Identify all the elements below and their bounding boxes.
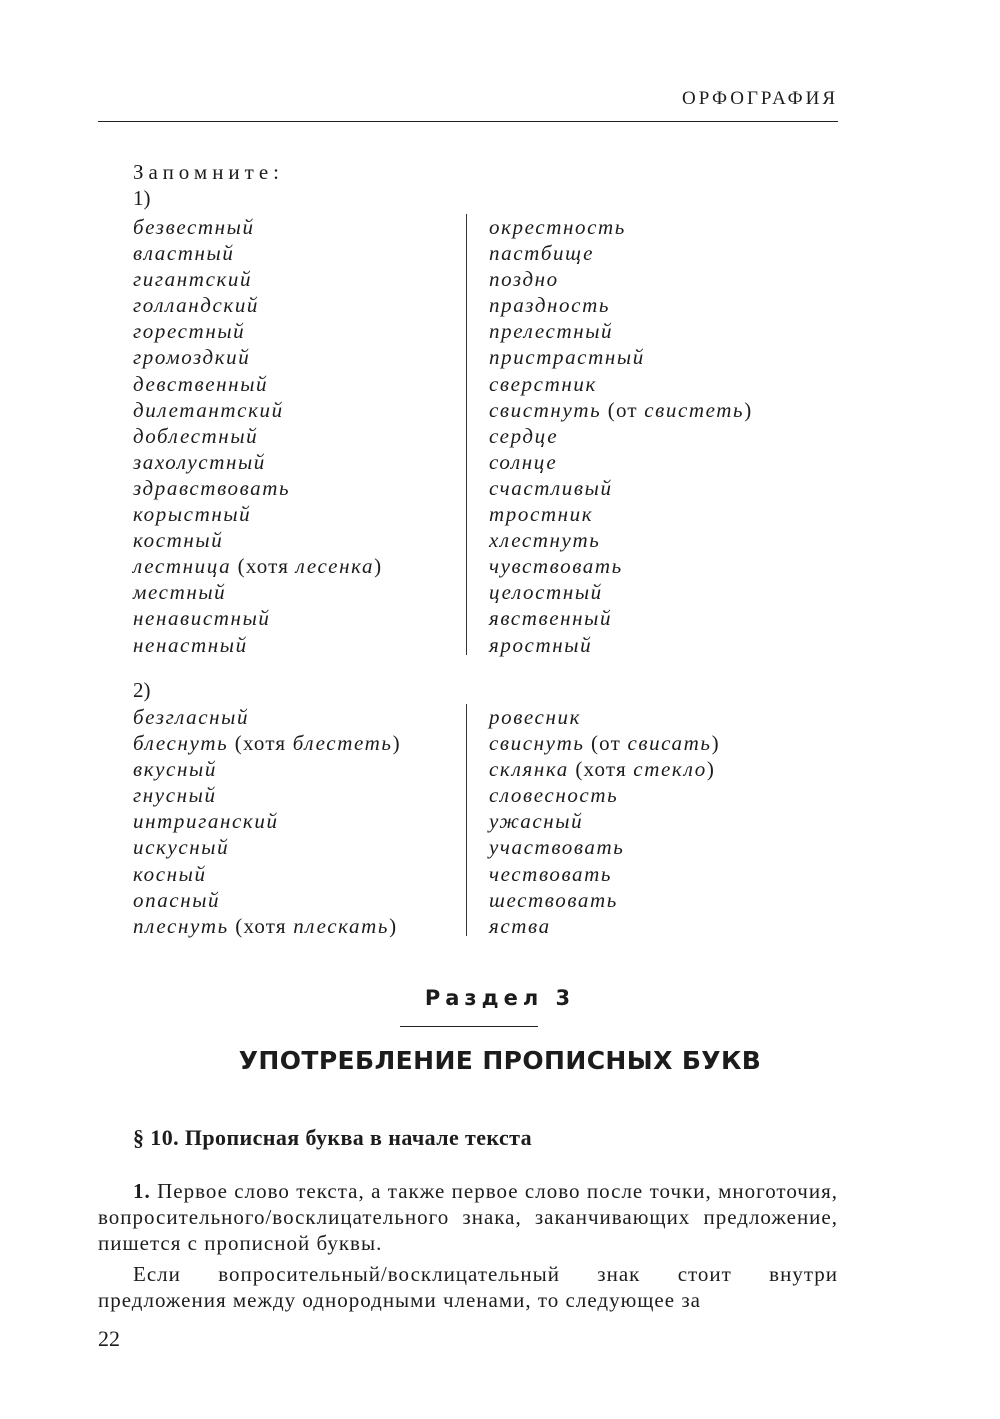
section-rule: [400, 1026, 538, 1027]
word-item: [133, 808, 401, 834]
word: здравствовать: [133, 475, 291, 500]
word: гигантский: [133, 267, 253, 292]
word: блеснуть: [133, 731, 229, 756]
word: интриганский: [133, 809, 279, 834]
word: склянка: [489, 757, 569, 782]
body-paragraph-1-text: Первое слово текста, а также первое слово после точки, многоточия, вопросительного/восклицательного знака, заканчивающих предложение, пишется с прописной буквы.: [98, 1179, 838, 1255]
word-reference: свисать: [627, 731, 712, 756]
word: местный: [133, 580, 227, 605]
word-list-1-left: [133, 214, 382, 658]
word-item: [489, 397, 752, 423]
word-item: [133, 704, 401, 730]
word-item: [133, 553, 382, 579]
word-item: [133, 266, 382, 292]
word: косный: [133, 861, 207, 886]
word-item: [489, 553, 752, 579]
word-item: [489, 501, 752, 527]
word: захолустный: [133, 449, 266, 474]
word: ровесник: [489, 705, 582, 729]
body-paragraph-1: [98, 1178, 838, 1256]
word: сверстник: [489, 371, 597, 396]
word-item: [489, 240, 752, 266]
word: властный: [133, 241, 235, 266]
word-item: [133, 605, 382, 631]
word-reference: блестеть: [292, 731, 393, 756]
word: пристрастный: [489, 345, 645, 370]
word-list-2-left: [133, 704, 401, 939]
word-item: [133, 913, 401, 939]
word: свиснуть: [489, 731, 585, 756]
word: горестный: [133, 319, 246, 344]
word-item: [489, 756, 720, 782]
word-item: [133, 371, 382, 397]
word-item: [133, 527, 382, 553]
word-item: [133, 579, 382, 605]
word-item: [489, 782, 720, 808]
word-item: [133, 730, 401, 756]
word-reference: лесенка: [295, 554, 375, 579]
word-item: [489, 475, 752, 501]
running-header: ОРФОГРАФИЯ: [682, 88, 838, 109]
word-item: [489, 318, 752, 344]
paragraph-heading: § 10. Прописная буква в начале текста: [133, 1125, 532, 1150]
word: счастливый: [489, 475, 613, 500]
word: праздность: [489, 293, 610, 318]
word-item: [489, 292, 752, 318]
word-item: [133, 214, 382, 240]
word-item: [133, 782, 401, 808]
word: девственный: [133, 371, 269, 396]
word-reference: стекло: [633, 757, 707, 782]
word-item: [489, 704, 720, 730]
word-item: [489, 913, 720, 939]
section-title: УПОТРЕБЛЕНИЕ ПРОПИСНЫХ БУКВ: [238, 1046, 762, 1075]
word: явственный: [489, 606, 613, 631]
word: яростный: [489, 632, 593, 657]
word-note-close: ): [744, 397, 753, 422]
word: дилетантский: [133, 397, 284, 422]
page-number: 22: [98, 1326, 120, 1351]
word-item: [133, 240, 382, 266]
word-note-open: (хотя: [228, 731, 293, 756]
word-item: [133, 423, 382, 449]
word-list-1-right: [489, 214, 752, 658]
word: словесность: [489, 783, 619, 808]
word-item: [133, 632, 382, 658]
word: прелестный: [489, 319, 614, 344]
word: целостный: [489, 580, 603, 605]
word-item: [133, 318, 382, 344]
remember-label: Запомните:: [133, 160, 285, 184]
word: доблестный: [133, 423, 259, 448]
word-item: [489, 808, 720, 834]
word: голландский: [133, 293, 260, 318]
word-note-close: ): [374, 554, 383, 579]
word: ужасный: [489, 809, 584, 834]
word-item: [489, 371, 752, 397]
word: пастбище: [489, 241, 595, 266]
word: безвестный: [133, 215, 255, 239]
word-item: [133, 475, 382, 501]
word-item: [133, 861, 401, 887]
section-label: Раздел 3: [424, 986, 576, 1010]
word-item: [489, 214, 752, 240]
word: яства: [489, 913, 551, 938]
word-item: [133, 834, 401, 860]
word-item: [133, 501, 382, 527]
word-reference: плескать: [293, 913, 390, 938]
list-number-1: 1): [133, 186, 151, 210]
word: шествовать: [489, 887, 618, 912]
word-item: [489, 887, 720, 913]
word-note-open: (хотя: [228, 913, 294, 938]
word: сердце: [489, 423, 559, 448]
list-number-2: 2): [133, 678, 151, 702]
word: поздно: [489, 267, 559, 292]
word-item: [489, 449, 752, 475]
word: лестница: [133, 554, 232, 579]
word: опасный: [133, 887, 221, 912]
word: корыстный: [133, 502, 252, 527]
word-item: [489, 344, 752, 370]
word-item: [489, 730, 720, 756]
word-item: [133, 449, 382, 475]
word-note-close: ): [711, 731, 720, 756]
word-item: [489, 423, 752, 449]
word: чувствовать: [489, 554, 623, 579]
word: ненастный: [133, 632, 248, 657]
word-item: [133, 344, 382, 370]
word: участвовать: [489, 835, 625, 860]
word: тростник: [489, 502, 594, 527]
word-item: [489, 861, 720, 887]
word-note-open: (от: [601, 397, 645, 422]
word: свистнуть: [489, 397, 602, 422]
word-note-close: ): [392, 731, 401, 756]
word-note-open: (хотя: [231, 554, 296, 579]
word-item: [133, 397, 382, 423]
word: безгласный: [133, 705, 250, 729]
word: гнусный: [133, 783, 217, 808]
word: окрестность: [489, 215, 626, 239]
word: плеснуть: [133, 913, 229, 938]
word: костный: [133, 528, 224, 553]
header-rule: [98, 121, 838, 122]
word: вкусный: [133, 757, 217, 782]
column-divider-2: [466, 704, 467, 936]
word: ненавистный: [133, 606, 271, 631]
word-item: [133, 887, 401, 913]
word: громоздкий: [133, 345, 251, 370]
word-item: [489, 579, 752, 605]
word: чествовать: [489, 861, 613, 886]
word-note-open: (от: [584, 731, 628, 756]
word-item: [489, 527, 752, 553]
word-note-open: (хотя: [568, 757, 634, 782]
column-divider-1: [466, 214, 467, 655]
item-number: 1.: [133, 1179, 151, 1203]
word-reference: свистеть: [644, 397, 745, 422]
word-list-2-right: [489, 704, 720, 939]
word: солнце: [489, 449, 558, 474]
body-paragraph-2: Если вопросительный/восклицательный знак стоит внутри предложения между однородными членами, то следующее за: [98, 1262, 838, 1312]
word-item: [133, 756, 401, 782]
word-item: [489, 632, 752, 658]
word-item: [133, 292, 382, 318]
word: искусный: [133, 835, 230, 860]
word-note-close: ): [706, 757, 716, 782]
word: хлестнуть: [489, 528, 601, 553]
word-note-close: ): [389, 913, 398, 938]
word-item: [489, 834, 720, 860]
word-item: [489, 605, 752, 631]
word-item: [489, 266, 752, 292]
